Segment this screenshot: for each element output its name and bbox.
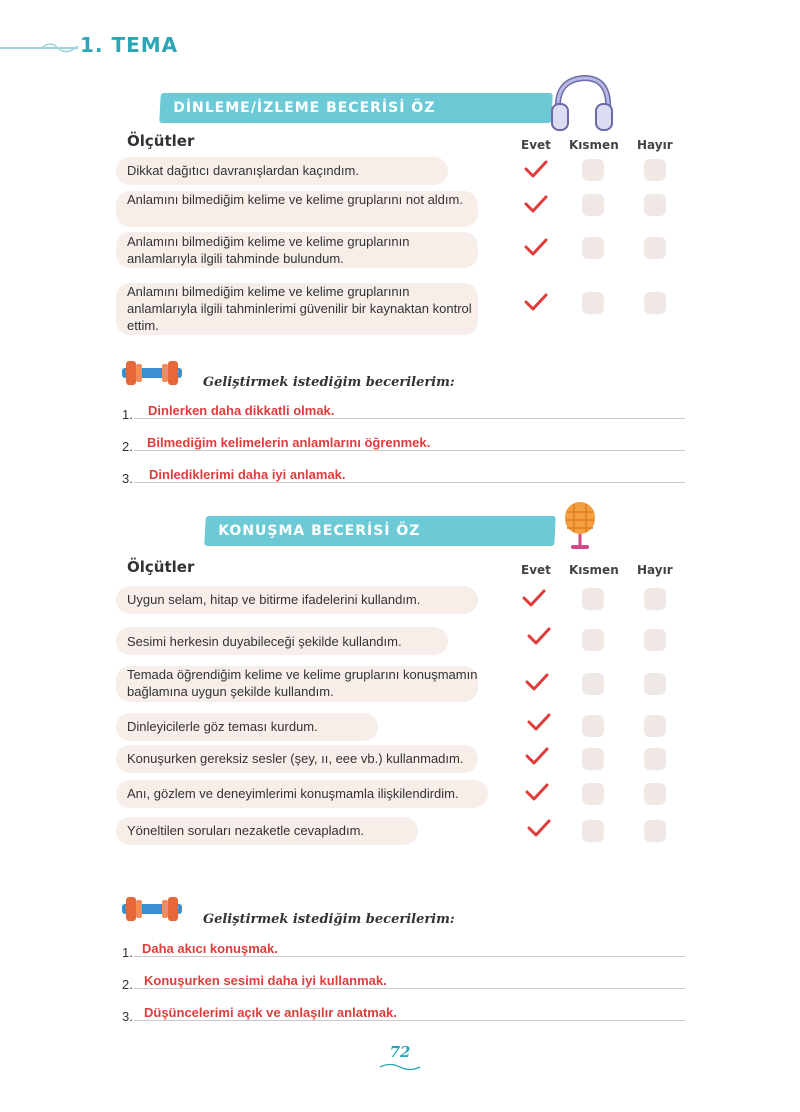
section2-row-5-kismen-box[interactable] [582, 748, 604, 770]
section2-row-2-kismen-box[interactable] [582, 629, 604, 651]
section1-col-kismen: Kısmen [569, 138, 619, 152]
section1-col-hayir: Hayır [637, 138, 673, 152]
check-icon[interactable] [523, 291, 549, 313]
dumbbell-icon [118, 893, 186, 925]
check-icon[interactable] [524, 671, 550, 693]
check-icon[interactable] [521, 587, 547, 609]
microphone-icon [557, 500, 603, 552]
section2-develop-1-number: 1. [122, 945, 133, 960]
section1-col-evet: Evet [521, 138, 551, 152]
section2-row-6-hayir-box[interactable] [644, 783, 666, 805]
section2-develop-3-answer[interactable]: Düşüncelerimi açık ve anlaşılır anlatmak. [144, 1005, 397, 1020]
check-icon[interactable] [523, 158, 549, 180]
headphones-icon [548, 70, 614, 136]
section2-row-3-hayir-box[interactable] [644, 673, 666, 695]
check-icon[interactable] [524, 781, 550, 803]
section1-develop-1-number: 1. [122, 407, 133, 422]
section1-develop-2-number: 2. [122, 439, 133, 454]
section1-row-2-kismen-box[interactable] [582, 194, 604, 216]
section2-row-5-text: Konuşurken gereksiz sesler (şey, ıı, eee vb.) kullanmadım. [127, 751, 464, 766]
section1-criteria-label: Ölçütler [127, 132, 195, 150]
section1-develop-3-number: 3. [122, 471, 133, 486]
section2-row-4-text: Dinleyicilerle göz teması kurdum. [127, 719, 318, 734]
section2-develop-2-answer[interactable]: Konuşurken sesimi daha iyi kullanmak. [144, 973, 387, 988]
section2-row-6-text: Anı, gözlem ve deneyimlerimi konuşmamla ilişkilendirdim. [127, 786, 459, 801]
section1-row-2-hayir-box[interactable] [644, 194, 666, 216]
section2-row-2-hayir-box[interactable] [644, 629, 666, 651]
section1-row-4-text: Anlamını bilmediğim kelime ve kelime gruplarının anlamlarıyla ilgili tahminlerimi güvenilir bir kaynaktan kontrol ettim. [127, 284, 472, 333]
section1-develop-title: Geliştirmek istediğim becerilerim: [203, 375, 455, 390]
section1-row-2-text: Anlamını bilmediğim kelime ve kelime gruplarını not aldım. [127, 192, 463, 207]
section1-develop-1-answer[interactable]: Dinlerken daha dikkatli olmak. [148, 403, 335, 418]
section2-row-7-hayir-box[interactable] [644, 820, 666, 842]
page-number: 72 [389, 1043, 411, 1061]
answer-line [134, 988, 685, 989]
tema-title: 1. TEMA [80, 33, 179, 57]
section2-row-2-text: Sesimi herkesin duyabileceği şekilde kullandım. [127, 634, 402, 649]
check-icon[interactable] [526, 711, 552, 733]
section2-row-4-hayir-box[interactable] [644, 715, 666, 737]
section1-row-3-kismen-box[interactable] [582, 237, 604, 259]
section2-row-1-hayir-box[interactable] [644, 588, 666, 610]
section2-row-5-hayir-box[interactable] [644, 748, 666, 770]
section2-criteria-label: Ölçütler [127, 558, 195, 576]
section2-row-1-text: Uygun selam, hitap ve bitirme ifadelerini kullandım. [127, 592, 421, 607]
answer-line [134, 482, 685, 483]
section2-develop-title: Geliştirmek istediğim becerilerim: [203, 912, 455, 927]
dumbbell-icon [118, 357, 186, 389]
section1-row-1-hayir-box[interactable] [644, 159, 666, 181]
section2-row-4-kismen-box[interactable] [582, 715, 604, 737]
section1-develop-2-answer[interactable]: Bilmediğim kelimelerin anlamlarını öğrenmek. [147, 435, 431, 450]
section1-row-1-text: Dikkat dağıtıcı davranışlardan kaçındım. [127, 163, 359, 178]
answer-line [134, 956, 685, 957]
check-icon[interactable] [524, 745, 550, 767]
section2-col-kismen: Kısmen [569, 563, 619, 577]
section1-row-3-text: Anlamını bilmediğim kelime ve kelime gruplarının anlamlarıyla ilgili tahminde bulundum. [127, 234, 410, 266]
check-icon[interactable] [523, 193, 549, 215]
answer-line [134, 450, 685, 451]
section1-row-4-hayir-box[interactable] [644, 292, 666, 314]
section2-title: KONUŞMA BECERİSİ ÖZ DEĞERLENDİRME ÖLÇEĞİ [218, 523, 435, 569]
swirl-decoration-icon [40, 40, 80, 56]
section2-row-3-text: Temada öğrendiğim kelime ve kelime gruplarını konuşmamın bağlamına uygun şekilde kullandım. [127, 667, 478, 699]
section1-row-3-hayir-box[interactable] [644, 237, 666, 259]
section2-row-7-text: Yöneltilen soruları nezaketle cevapladım. [127, 823, 365, 838]
section2-develop-1-answer[interactable]: Daha akıcı konuşmak. [142, 941, 278, 956]
answer-line [134, 418, 685, 419]
check-icon[interactable] [526, 625, 552, 647]
check-icon[interactable] [523, 236, 549, 258]
section2-banner [204, 516, 556, 569]
section1-row-1-kismen-box[interactable] [582, 159, 604, 181]
section1-develop-3-answer[interactable]: Dinlediklerimi daha iyi anlamak. [149, 467, 346, 482]
section2-col-evet: Evet [521, 563, 551, 577]
section2-row-7-kismen-box[interactable] [582, 820, 604, 842]
section1-row-4-kismen-box[interactable] [582, 292, 604, 314]
check-icon[interactable] [526, 817, 552, 839]
answer-line [134, 1020, 685, 1021]
section2-row-6-kismen-box[interactable] [582, 783, 604, 805]
section2-develop-3-number: 3. [122, 1009, 133, 1024]
section2-col-hayir: Hayır [637, 563, 673, 577]
page-number-swirl-icon [378, 1062, 422, 1072]
section2-develop-2-number: 2. [122, 977, 133, 992]
section2-row-3-kismen-box[interactable] [582, 673, 604, 695]
section2-row-1-kismen-box[interactable] [582, 588, 604, 610]
section1-title: DİNLEME/İZLEME BECERİSİ ÖZ DEĞERLENDİRME ÖLÇEĞİ [173, 100, 436, 146]
